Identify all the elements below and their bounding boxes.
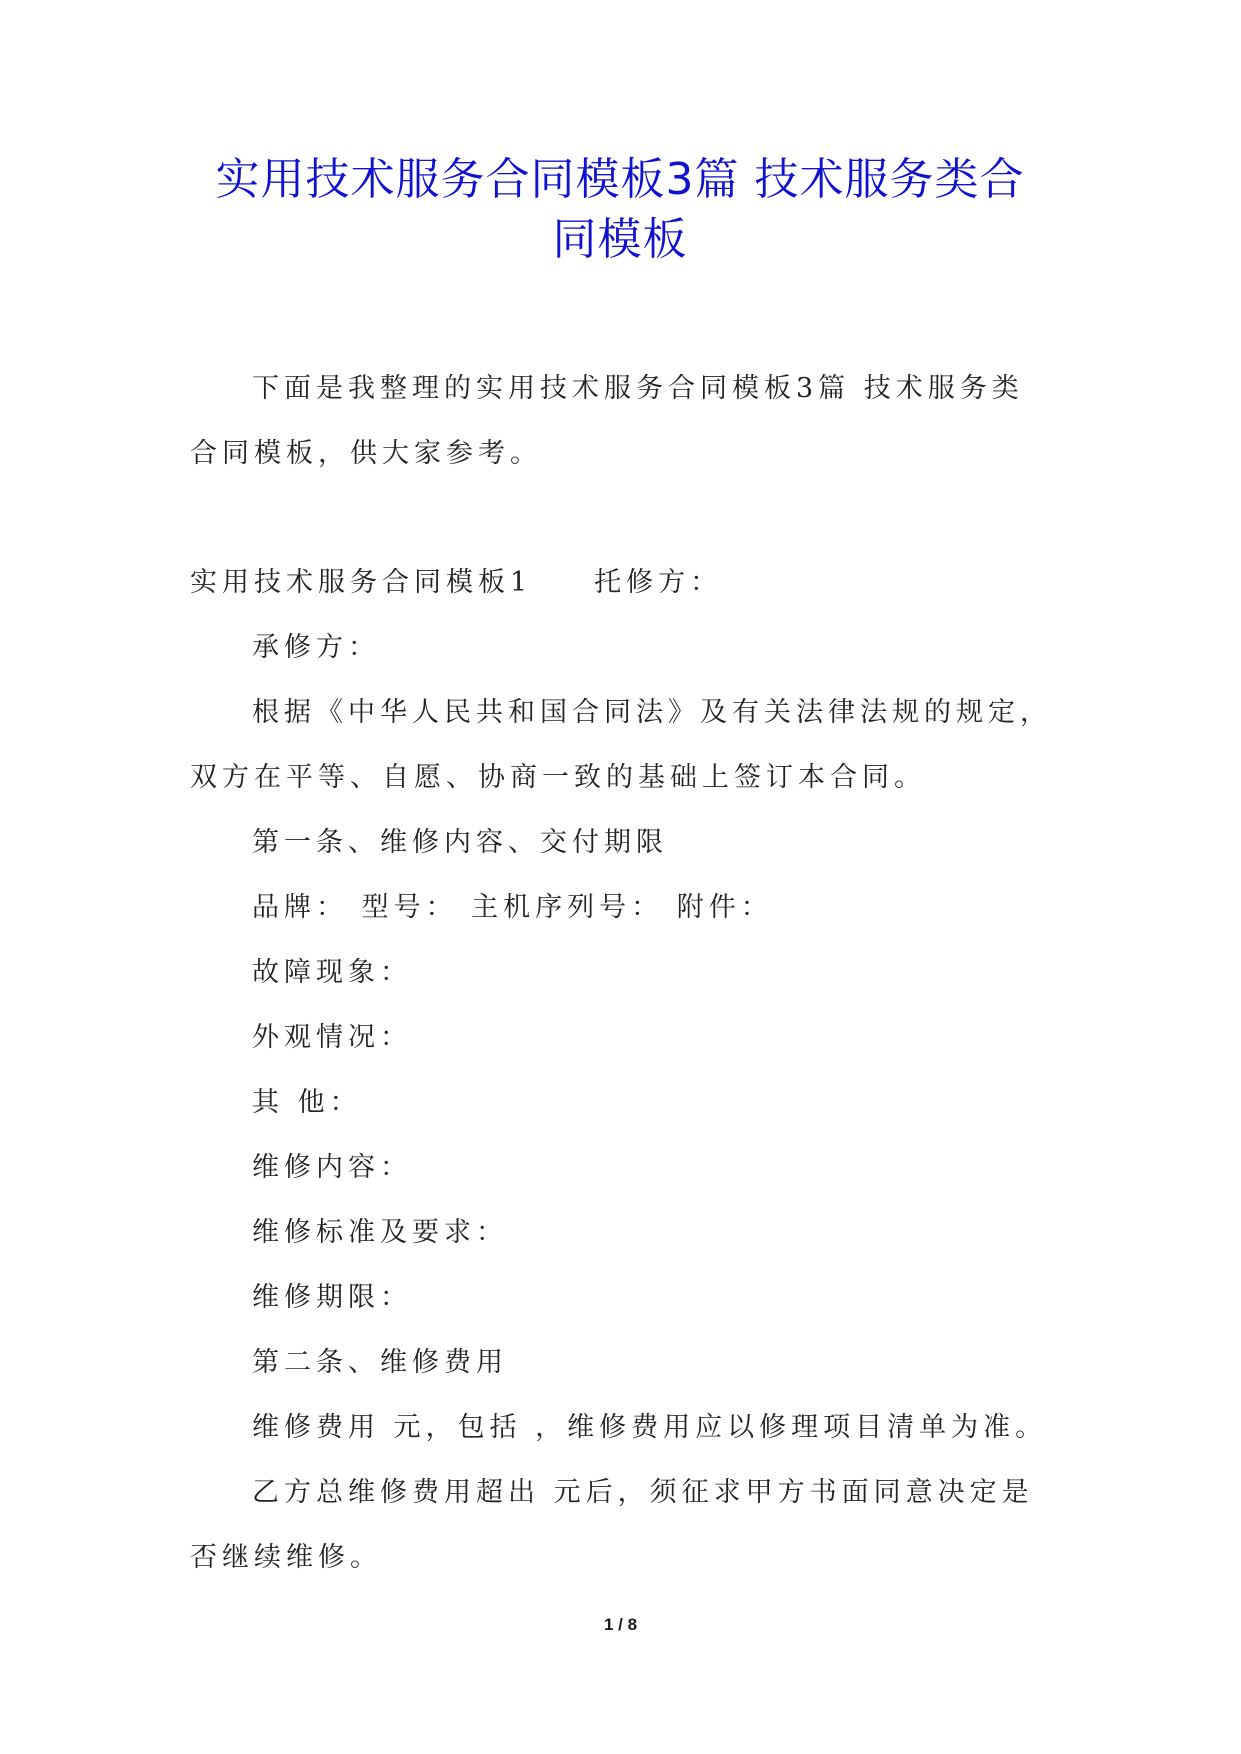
repair-content-label: 维修内容： — [252, 1152, 412, 1183]
fault-label: 故障现象： — [252, 957, 412, 988]
fee-paragraph: 维修费用 元，包括 ，维修费用应以修理项目清单为准。 — [252, 1412, 1048, 1443]
others-label: 其 他： — [252, 1087, 362, 1118]
intro-paragraph: 下面是我整理的实用技术服务合同模板3篇 技术服务类合同模板，供大家参考。 — [190, 373, 1024, 469]
section-1-heading-line — [190, 550, 1052, 615]
title-line-1: 实用技术服务合同模板3篇 技术服务类合 — [215, 154, 1025, 205]
repair-period-label: 维修期限： — [252, 1282, 412, 1313]
basis-paragraph: 根据《中华人民共和国合同法》及有关法律法规的规定，双方在平等、自愿、协商一致的基础上签订本合同。 — [190, 697, 1052, 793]
document-title — [180, 150, 1060, 270]
product-fields: 品牌： 型号： 主机序列号： 附件： — [252, 892, 773, 923]
appearance-label: 外观情况： — [252, 1022, 412, 1053]
fee-exceed-paragraph: 乙方总维修费用超出 元后，须征求甲方书面同意决定是否继续维修。 — [190, 1477, 1034, 1573]
article-2-heading: 第二条、维修费用 — [252, 1347, 508, 1378]
repair-standard-label: 维修标准及要求： — [252, 1217, 508, 1248]
article-1-heading: 第一条、维修内容、交付期限 — [252, 827, 668, 858]
section-1-heading: 实用技术服务合同模板1 — [190, 567, 533, 598]
document-body — [190, 356, 1052, 1590]
entrusting-party-label: 托修方： — [594, 567, 723, 598]
title-line-2: 同模板 — [552, 214, 688, 265]
repairing-party-label: 承修方： — [252, 632, 380, 663]
page-indicator: 1 / 8 — [603, 1615, 638, 1634]
